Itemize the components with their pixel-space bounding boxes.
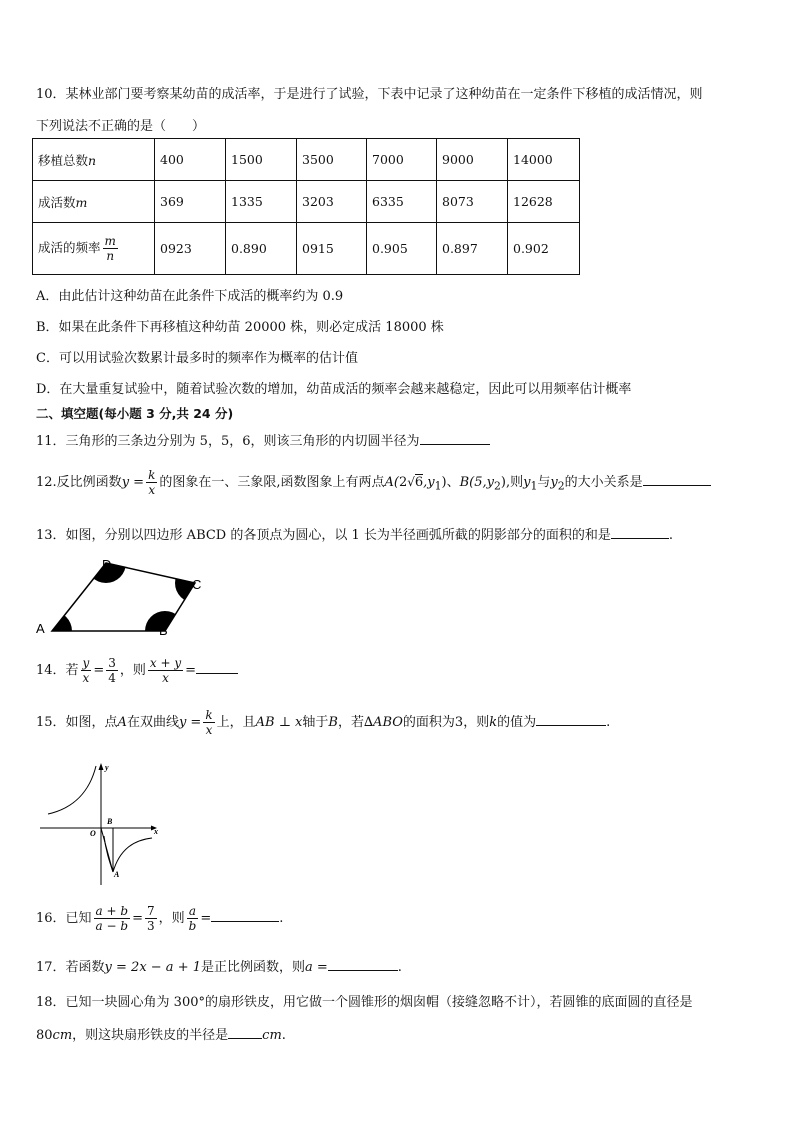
q12-text: 12.反比例函数y = $\frac{k}{x}$ 的图象在一、三象限,函数图象上有两点$A(2√6,y_1)$、$B(5,y_2)$,则$y_1$与$y_2$的大小关系是: [36, 468, 711, 501]
table-cell: 0.890: [226, 223, 297, 275]
label-a: A: [114, 870, 120, 879]
answer-blank: [536, 713, 606, 726]
table-cell: 14000: [508, 139, 580, 181]
table-cell: 369: [155, 181, 226, 223]
q13-text: 13．如图，分别以四边形 ABCD 的各顶点为圆心，以 1 长为半径画弧所截的阴影部分的面积的和是 .: [36, 528, 674, 543]
q10-table: [32, 138, 580, 275]
table-row-label: 成活数m: [33, 181, 155, 223]
table-cell: 1335: [226, 181, 297, 223]
table-cell: 6335: [367, 181, 437, 223]
answer-blank: [420, 432, 490, 445]
q18-line2: 80cm，则这块扇形铁皮的半径是 cm.: [36, 1028, 286, 1043]
table-cell: 0.902: [508, 223, 580, 275]
table-row: [33, 181, 580, 223]
shaded-sectors: [32, 555, 212, 640]
q10-option-b: B．如果在此条件下再移植这种幼苗 20000 株，则必定成活 18000 株: [36, 320, 444, 335]
table-cell: 0.897: [437, 223, 508, 275]
table-cell: 8073: [437, 181, 508, 223]
q11-text: 11．三角形的三条边分别为 5，5，6，则该三角形的内切圆半径为: [36, 430, 490, 449]
answer-blank: [328, 958, 398, 971]
table-cell: 9000: [437, 139, 508, 181]
table-cell: 0923: [155, 223, 226, 275]
table-cell: 7000: [367, 139, 437, 181]
q18-line1: 18．已知一块圆心角为 300°的扇形铁皮，用它做一个圆锥形的烟囱帽（接缝忽略不计），若圆锥的底面圆的直径是: [36, 995, 693, 1010]
table-cell: 3500: [297, 139, 367, 181]
q10-option-d: D．在大量重复试验中，随着试验次数的增加，幼苗成活的频率会越来越稳定，因此可以用频率估计概率: [36, 382, 632, 397]
label-d: D: [102, 557, 112, 572]
answer-blank: [211, 909, 279, 922]
label-b: B: [159, 623, 168, 638]
label-y: y: [105, 763, 109, 772]
label-o: O: [90, 829, 96, 838]
answer-blank: [196, 661, 238, 674]
label-c: C: [192, 577, 202, 592]
table-cell: 12628: [508, 181, 580, 223]
q14-text: 14．若 $\frac{y}{x}$ = $\frac{3}{4}$ ，则 $\frac{x + y}{x}$ =: [36, 656, 238, 686]
table-cell: 0915: [297, 223, 367, 275]
table-row: [33, 223, 580, 275]
q15-hyperbola-figure: [40, 760, 165, 885]
label-a: A: [36, 621, 45, 636]
q10-stem-line2: 下列说法不正确的是（ ）: [36, 119, 206, 134]
label-x: x: [154, 827, 158, 836]
q10-stem-line1: 10．某林业部门要考察某幼苗的成活率，于是进行了试验，下表中记录了这种幼苗在一定条件下移植的成活情况，则: [36, 87, 703, 102]
section-heading: 二、填空题(每小题 3 分,共 24 分): [36, 406, 234, 421]
label-b: B: [107, 817, 113, 826]
q15-text: 15．如图，点A在双曲线y = $\frac{k}{x}$ 上，且AB ⊥ x轴于B，若∆ABO的面积为3，则k的值为 .: [36, 708, 611, 737]
table-cell: 1500: [226, 139, 297, 181]
table-cell: 3203: [297, 181, 367, 223]
q17-text: 17．若函数y = 2x − a + 1是正比例函数，则a = .: [36, 960, 402, 975]
answer-blank: [611, 526, 669, 539]
table-row: [33, 139, 580, 181]
table-row-label: 成活的频率 $\frac{m}{n}$: [33, 223, 155, 275]
table-row-label: 移植总数n: [33, 139, 155, 181]
table-cell: 0.905: [367, 223, 437, 275]
q16-text: 16．已知 $\frac{a + b}{a - b}$ = $\frac{7}{3}$ ，则 $\frac{a}{b}$ = .: [36, 904, 284, 933]
table-cell: 400: [155, 139, 226, 181]
q10-option-c: C．可以用试验次数累计最多时的频率作为概率的估计值: [36, 351, 358, 366]
q10-option-a: A．由此估计这种幼苗在此条件下成活的概率约为 0.9: [36, 289, 344, 304]
answer-blank: [643, 473, 711, 486]
answer-blank: [228, 1026, 262, 1039]
q13-quadrilateral-figure: [32, 555, 212, 640]
